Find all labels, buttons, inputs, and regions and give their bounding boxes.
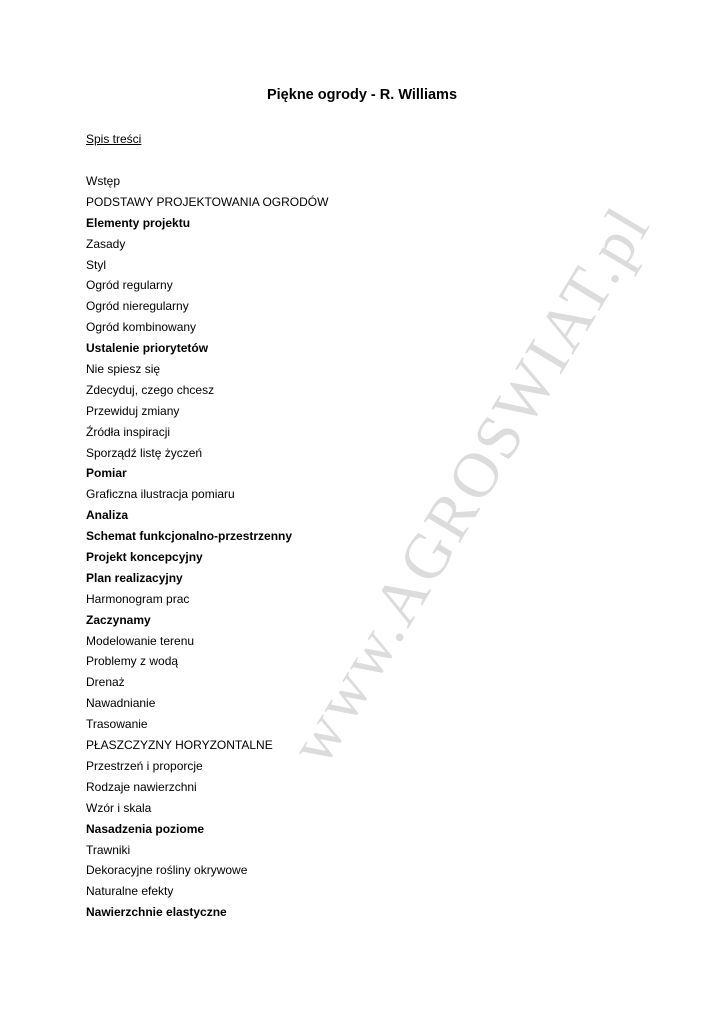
toc-item: Pomiar	[86, 466, 127, 481]
toc-item: Modelowanie terenu	[86, 633, 195, 648]
toc-heading: Spis treści	[86, 132, 142, 146]
toc-item: Drenaż	[86, 675, 125, 690]
toc-item: Elementy projektu	[86, 215, 191, 230]
toc-item: PŁASZCZYZNY HORYZONTALNE	[86, 738, 273, 753]
toc-item: Projekt koncepcyjny	[86, 550, 203, 565]
toc-item: Nawadnianie	[86, 696, 156, 711]
toc-item: Rodzaje nawierzchni	[86, 779, 197, 794]
toc-item: PODSTAWY PROJEKTOWANIA OGRODÓW	[86, 194, 329, 209]
document-title: Piękne ogrody - R. Williams	[266, 87, 458, 103]
toc-item: Nawierzchnie elastyczne	[86, 905, 227, 920]
toc-item: Ogród nieregularny	[86, 299, 189, 314]
toc-item: Ustalenie priorytetów	[86, 341, 209, 356]
toc-list	[86, 173, 328, 925]
toc-item: Trawniki	[86, 842, 131, 857]
toc-item: Ogród kombinowany	[86, 320, 197, 335]
toc-item: Graficzna ilustracja pomiaru	[86, 487, 235, 502]
toc-item: Nasadzenia poziome	[86, 821, 205, 836]
toc-item: Wstęp	[86, 174, 121, 188]
toc-item: Schemat funkcjonalno-przestrzenny	[86, 529, 293, 544]
toc-item: Źródła inspiracji	[86, 424, 171, 439]
toc-item: Styl	[86, 257, 107, 272]
toc-item: Analiza	[86, 508, 129, 523]
toc-item: Zdecyduj, czego chcesz	[86, 382, 215, 397]
toc-item: Problemy z wodą	[86, 654, 179, 669]
watermark: www.AGROSWIAT.pl	[275, 193, 664, 776]
toc-item: Trasowanie	[86, 717, 148, 732]
toc-item: Wzór i skala	[86, 800, 152, 815]
toc-item: Przestrzeń i proporcje	[86, 758, 203, 773]
toc-item: Harmonogram prac	[86, 591, 190, 606]
toc-item: Zaczynamy	[86, 612, 151, 627]
toc-item: Zasady	[86, 236, 126, 251]
toc-item: Nie spiesz się	[86, 362, 161, 377]
toc-item: Ogród regularny	[86, 278, 173, 293]
toc-item: Sporządź listę życzeń	[86, 445, 203, 460]
toc-item: Naturalne efekty	[86, 884, 174, 899]
toc-item: Przewiduj zmiany	[86, 403, 180, 418]
toc-item: Plan realizacyjny	[86, 570, 183, 585]
toc-item: Dekoracyjne rośliny okrywowe	[86, 863, 248, 878]
